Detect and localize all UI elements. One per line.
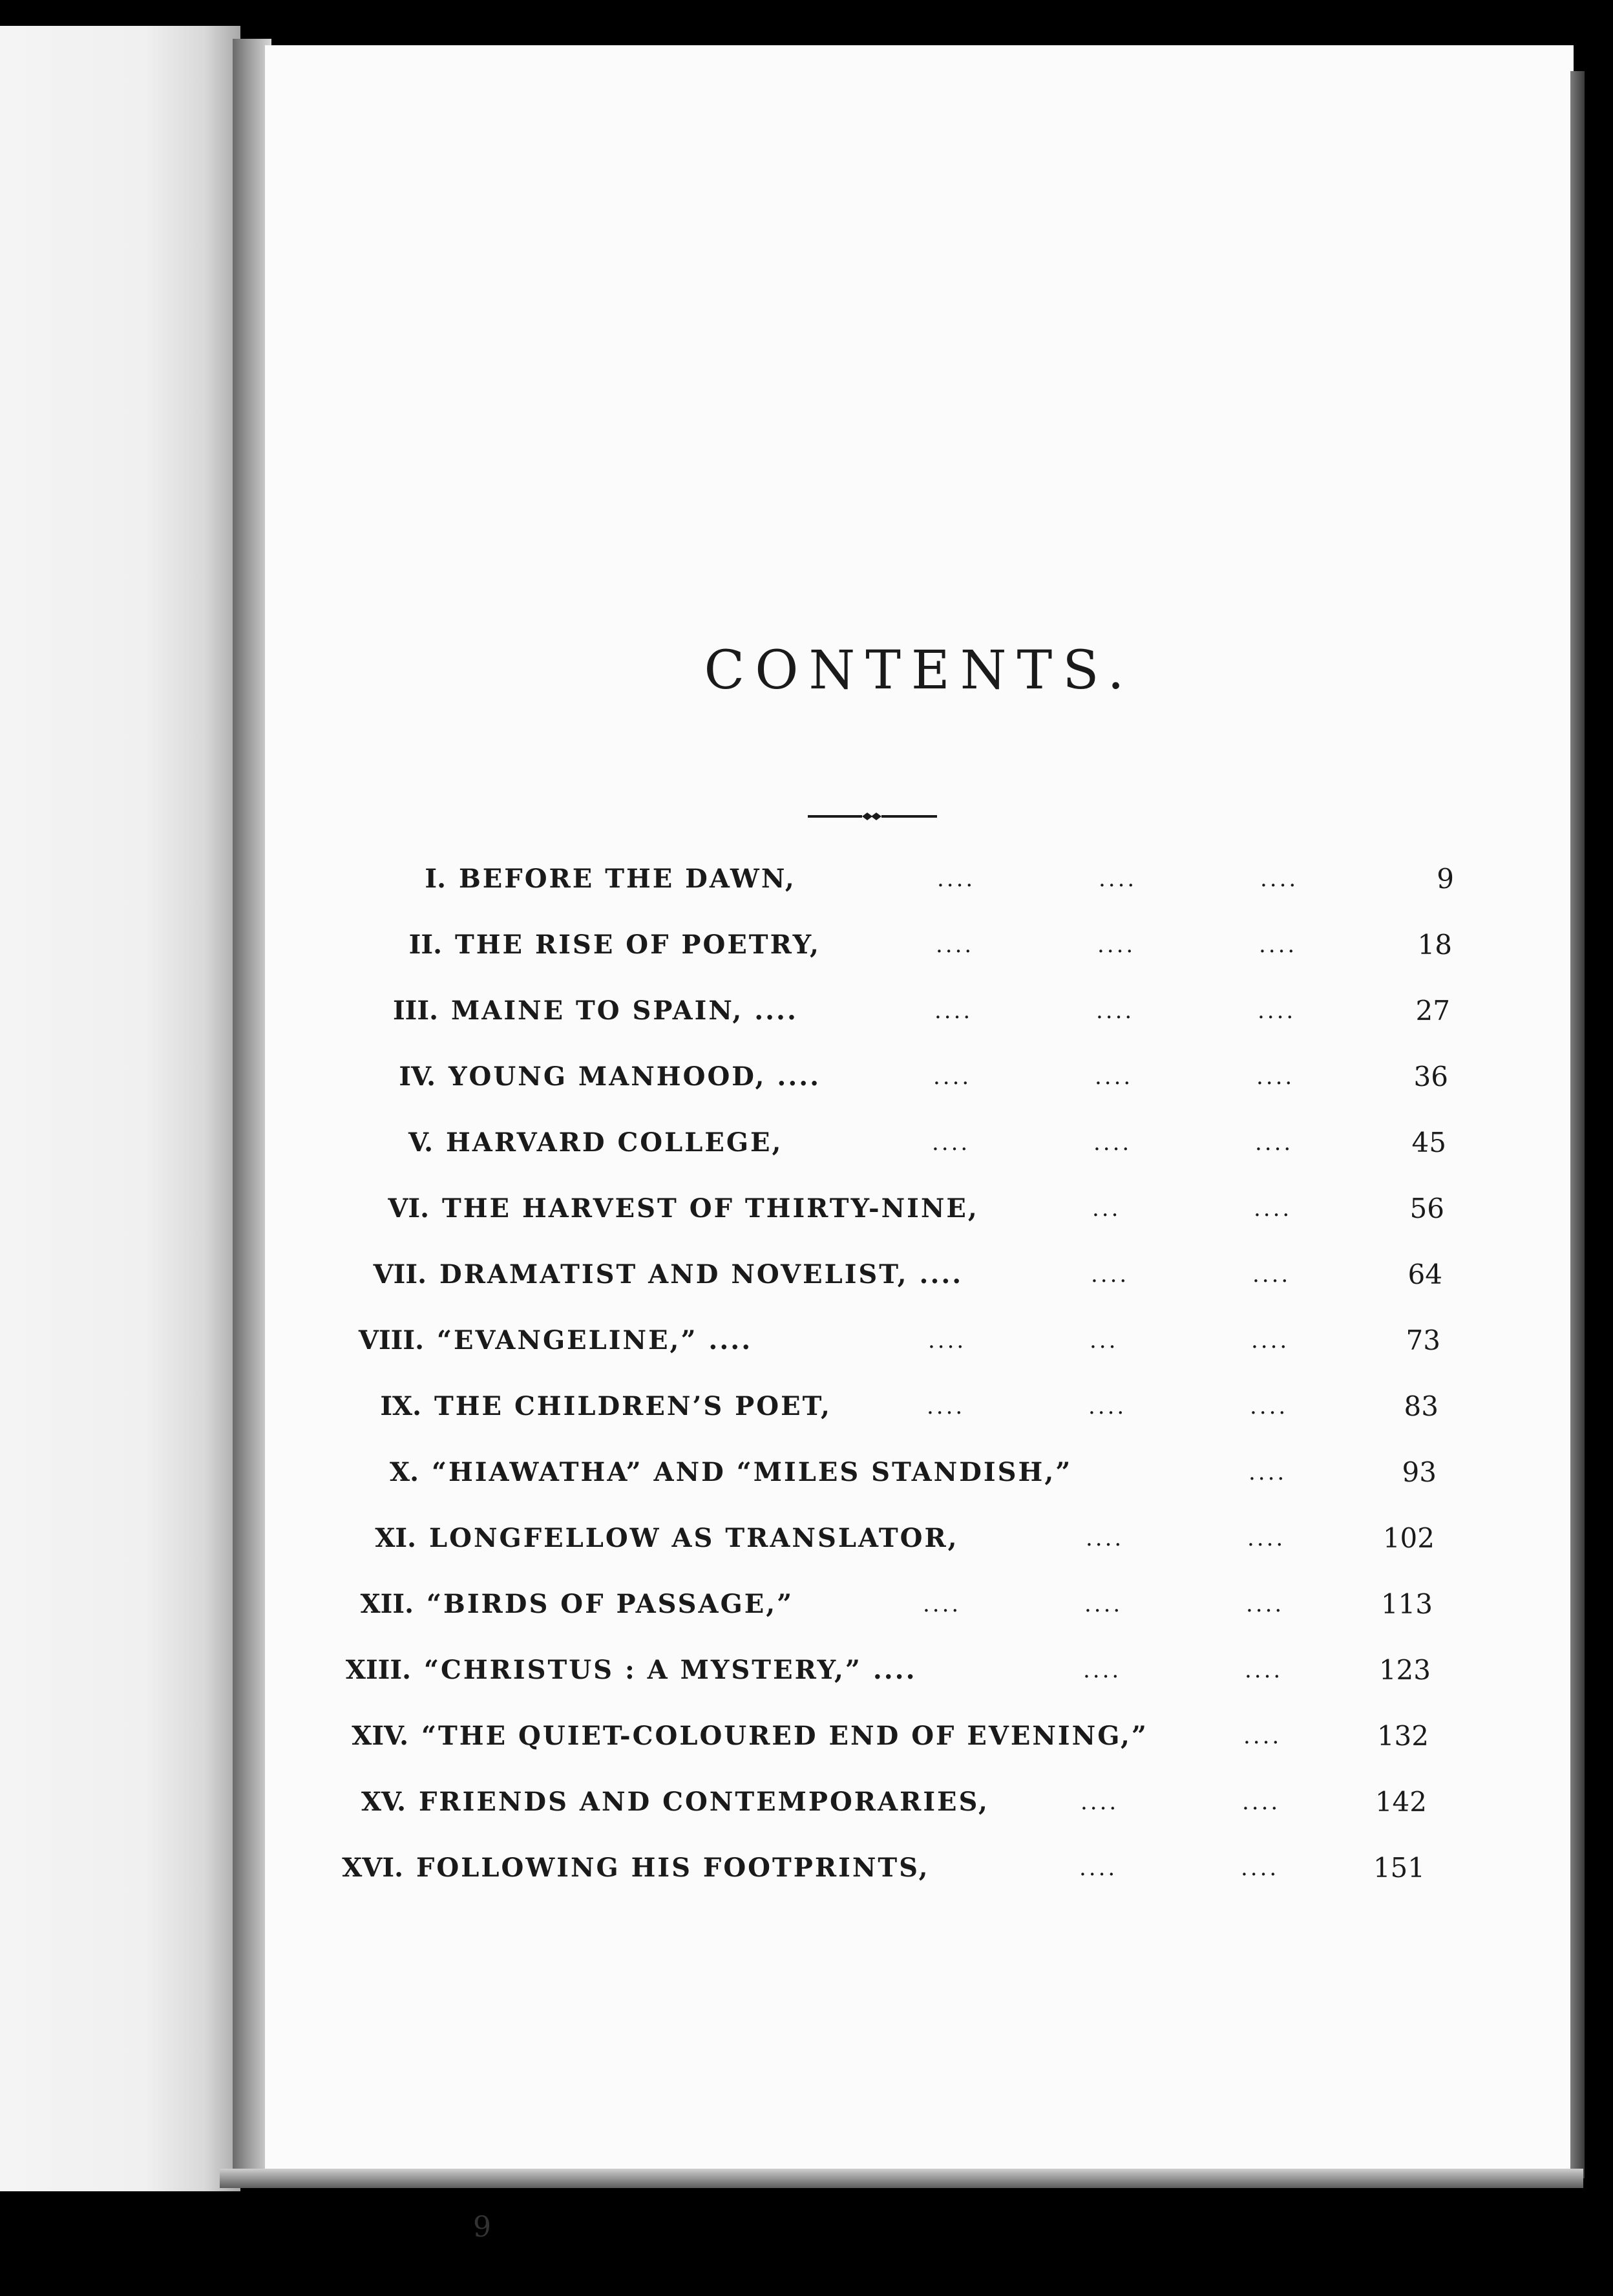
toc-leader-dots: ....	[923, 1591, 962, 1617]
toc-entry-number: XVI.	[342, 1853, 403, 1883]
toc-leader-dots: ....	[1247, 1525, 1286, 1551]
facing-leaf	[0, 26, 240, 2191]
toc-entry-title: HARVARD COLLEGE,	[446, 1127, 783, 1158]
toc-entry	[265, 1387, 1574, 1426]
toc-leader-dots: ....	[1084, 1591, 1123, 1617]
toc-entry	[265, 1783, 1574, 1822]
toc-leader-dots: ....	[1079, 1855, 1118, 1881]
toc-entry-page: 113	[1380, 1588, 1433, 1620]
toc-entry-page: 56	[1409, 1193, 1444, 1224]
toc-leader-dots: ....	[1249, 1460, 1287, 1485]
toc-entry	[265, 1321, 1574, 1360]
toc-entry-title: YOUNG MANHOOD, ....	[448, 1061, 821, 1092]
toc-leader-dots: ....	[1091, 1262, 1130, 1288]
toc-entry-number: VIII.	[358, 1325, 424, 1355]
toc-leader-dots: ....	[1255, 1130, 1294, 1156]
toc-entry-number: XII.	[360, 1589, 414, 1619]
toc-entry-page: 73	[1406, 1324, 1440, 1356]
page-edge	[1570, 71, 1585, 2178]
toc-leader-dots: ....	[1260, 866, 1299, 892]
toc-entry-title: LONGFELLOW AS TRANSLATOR,	[429, 1523, 959, 1553]
toc-entry-title: THE HARVEST OF THIRTY-NINE,	[442, 1193, 979, 1224]
toc-entry	[265, 926, 1574, 964]
toc-entry	[265, 1123, 1574, 1162]
toc-entry-number: VII.	[373, 1259, 427, 1290]
footer-mark: 9	[473, 2211, 491, 2244]
toc-entry-title: “EVANGELINE,” ....	[437, 1325, 753, 1355]
toc-entry-title: DRAMATIST AND NOVELIST, ....	[439, 1259, 964, 1290]
toc-leader-dots: ....	[1251, 1328, 1290, 1354]
toc-leader-dots: ....	[1241, 1855, 1280, 1881]
toc-entry-number: II.	[408, 930, 442, 960]
toc-leader-dots: ....	[1259, 932, 1298, 958]
toc-leader-dots: ....	[1246, 1591, 1285, 1617]
toc-entry	[265, 1585, 1574, 1624]
toc-entry-page: 102	[1382, 1522, 1435, 1554]
toc-entry	[265, 1189, 1574, 1228]
toc-leader-dots: ....	[1093, 1130, 1132, 1156]
toc-entry-title: THE CHILDREN’S POET,	[434, 1391, 832, 1421]
toc-entry	[265, 1651, 1574, 1690]
toc-entry-number: I.	[425, 864, 446, 894]
ornament-rule	[808, 810, 937, 823]
toc-leader-dots: ....	[1252, 1262, 1291, 1288]
toc-entry-number: X.	[390, 1457, 419, 1487]
toc-entry-number: IV.	[399, 1061, 436, 1092]
toc-entry-page: 64	[1407, 1259, 1442, 1290]
toc-leader-dots: ....	[936, 932, 975, 958]
toc-entry-number: XI.	[375, 1523, 416, 1553]
toc-leader-dots: ....	[927, 1394, 965, 1419]
toc-entry	[265, 1849, 1574, 1887]
toc-entry-number: XIII.	[345, 1655, 411, 1685]
toc-leader-dots: ....	[1099, 866, 1137, 892]
toc-entry-page: 83	[1404, 1390, 1439, 1422]
toc-entry-page: 9	[1437, 863, 1454, 895]
toc-leader-dots: ...	[1092, 1196, 1121, 1222]
toc-entry-page: 27	[1415, 995, 1450, 1026]
toc-leader-dots: ....	[933, 1064, 972, 1090]
toc-leader-dots: ....	[1245, 1657, 1283, 1683]
toc-entry-title: THE RISE OF POETRY,	[455, 930, 821, 960]
toc-leader-dots: ....	[1243, 1723, 1282, 1749]
toc-leader-dots: ....	[1081, 1789, 1119, 1815]
toc-leader-dots: ....	[1095, 1064, 1133, 1090]
toc-leader-dots: ....	[1086, 1525, 1124, 1551]
toc-entry	[265, 1453, 1574, 1492]
toc-entry-title: “BIRDS OF PASSAGE,”	[427, 1589, 794, 1619]
toc-leader-dots: ...	[1090, 1328, 1119, 1354]
toc-leader-dots: ....	[1250, 1394, 1289, 1419]
toc-leader-dots: ....	[1254, 1196, 1292, 1222]
toc-leader-dots: ....	[1096, 998, 1135, 1024]
toc-entry-number: IX.	[380, 1391, 421, 1421]
page-title: CONTENTS.	[704, 640, 1135, 701]
toc-entry	[265, 1255, 1574, 1294]
toc-leader-dots: ....	[1088, 1394, 1127, 1419]
toc-entry-page: 45	[1411, 1127, 1446, 1158]
toc-leader-dots: ....	[1083, 1657, 1122, 1683]
toc-entry-page: 93	[1402, 1456, 1437, 1488]
contents-page	[265, 45, 1574, 2172]
toc-entry-title: FRIENDS AND CONTEMPORARIES,	[419, 1787, 989, 1817]
toc-entry-page: 151	[1373, 1852, 1425, 1884]
toc-entry-title: MAINE TO SPAIN, ....	[451, 995, 798, 1026]
toc-leader-dots: ....	[934, 998, 973, 1024]
bottom-edge	[220, 2169, 1583, 2188]
toc-entry-title: BEFORE THE DAWN,	[459, 864, 796, 894]
toc-entry	[265, 860, 1574, 898]
toc-entry-number: VI.	[388, 1193, 429, 1224]
toc-leader-dots: ....	[937, 866, 976, 892]
toc-entry-page: 18	[1417, 929, 1452, 961]
toc-entry-title: “CHRISTUS : A MYSTERY,” ....	[424, 1655, 917, 1685]
toc-leader-dots: ....	[1242, 1789, 1281, 1815]
toc-leader-dots: ....	[1258, 998, 1296, 1024]
toc-entry-title: “THE QUIET-COLOURED END OF EVENING,”	[421, 1721, 1148, 1751]
toc-leader-dots: ....	[932, 1130, 971, 1156]
toc-leader-dots: ....	[928, 1328, 967, 1354]
toc-entry-page: 123	[1378, 1654, 1431, 1686]
toc-entry-title: “HIAWATHA” AND “MILES STANDISH,”	[432, 1457, 1073, 1487]
toc-entry	[265, 992, 1574, 1030]
toc-entry-number: XV.	[361, 1787, 406, 1817]
toc-entry-page: 142	[1375, 1786, 1427, 1818]
toc-entry-number: V.	[408, 1127, 433, 1158]
toc-entry-number: III.	[392, 995, 438, 1026]
toc-entry-page: 36	[1413, 1061, 1448, 1092]
toc-leader-dots: ....	[1097, 932, 1136, 958]
toc-entry-page: 132	[1376, 1720, 1429, 1752]
toc-entry-number: XIV.	[352, 1721, 408, 1751]
toc-leader-dots: ....	[1256, 1064, 1295, 1090]
toc-entry	[265, 1717, 1574, 1756]
toc-entry-title: FOLLOWING HIS FOOTPRINTS,	[416, 1853, 930, 1883]
toc-entry	[265, 1519, 1574, 1558]
toc-entry	[265, 1058, 1574, 1096]
